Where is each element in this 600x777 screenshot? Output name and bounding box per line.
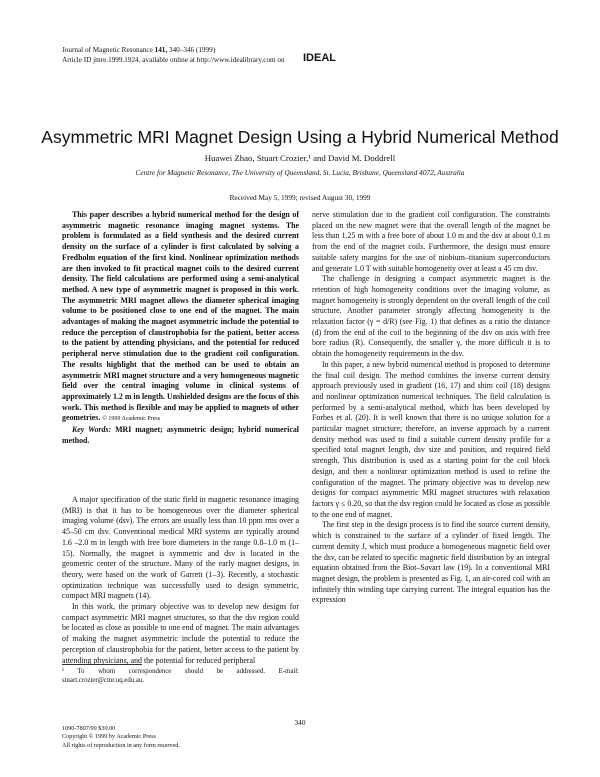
body-paragraph: A major specification of the static field in magnetic resonance imaging (MRI) is that it has to be homogeneous over the diameter spherical imaging volume (dsv). The errors are usually less than 10 ppm rms over a 45–50 cm dsv. Conventional medical MRI systems are typically around 1.6 –2.0 m in length with free bore diameters in the range 0.8–1.0 m (1–15). Normally, the magnet is symmetric and dsv is located in the geometric center of the structure. Many of the early magnet designs, in theory, were based on the work of Garrett (1–3). Recently, a stochastic optimization technique was successfully used to design symmetric, compact MRI magnets (14). bbox=[62, 495, 299, 601]
ideal-logo-text: IDEAL bbox=[303, 52, 336, 64]
affiliation: Centre for Magnetic Resonance, The University of Queensland, St. Lucia, Brisbane, Queensland 4072, Australia bbox=[135, 168, 465, 177]
paper-title: Asymmetric MRI Magnet Design Using a Hybrid Numerical Method bbox=[41, 127, 559, 147]
body-right-column bbox=[312, 210, 550, 606]
journal-name: Journal of Magnetic Resonance bbox=[62, 46, 153, 54]
ideal-logo bbox=[302, 50, 342, 64]
body-paragraph: The challenge in designing a compact asymmetric magnet is the retention of high homogeneity conditions over the imaging volume, as magnet homogeneity is strongly dependent on the overall length of the coil structure. Another parameter strongly affecting homogeneity is the relaxation factor (γ = d/R) (see Fig. 1) that defines as a ratio the distance (d) from the end of the coil to the beginning of the dsv on axis with free bore radius (R). Consequently, the smaller γ, the more difficult it is to obtain the homogeneity requirements in the dsv. bbox=[312, 274, 550, 359]
body-paragraph: In this work, the primary objective was to develop new designs for compact asymmetric MRI magnet structures, so that the dsv region could be located as close as possible to one end of magnet. The main advantages of making the magnet asymmetric include the potential to reduce the perception of claustrophobia for the patient, better access to the patient by attending physicians, and the potential for reduced peripheral bbox=[62, 602, 299, 665]
body-paragraph: nerve stimulation due to the gradient coil configuration. The constraints placed on the new magnet were that the overall length of the magnet be less than 1.25 m with a free bore of about 1.0 m and the dsv at about 0.1 m from the end of the magnet coils. Furthermore, the design must ensure suitable safety margins for the use of niobium–titanium superconductors and generate 1.0 T with suitable homogeneity over at least a 45 cm dsv. bbox=[312, 210, 550, 273]
abstract-block bbox=[62, 210, 299, 446]
body-paragraph: In this paper, a new hybrid numerical method is proposed to determine the final coil design. The method combines the inverse current density approach previously used in gradient (16, 17) and shim coil (18) designs and nonlinear optimization numerical techniques. The field calculation is performed by a semi-analytical method, which has been developed by Forbes et al. (20). It is well known that there is no unique solution for a particular magnet structure; therefore, an inverse approach by a current density method was used to find a suitable current density profile for a specified total magnet length, dsv size and position, and required field strength. This distribution is used as a starting point for the coil block design, and then a nonlinear optimization method is used to refine the configuration of the magnet. The primary objective was to develop new designs for compact asymmetric MRI magnet structures with relaxation factors γ ≤ 0.20, so that the dsv region could be located as close as possible to the one end of magnet. bbox=[312, 359, 550, 519]
page-number: 340 bbox=[294, 718, 306, 727]
body-left-column bbox=[62, 495, 299, 666]
keywords-text: MRI magnet; asymmetric design; hybrid numerical method. bbox=[62, 425, 300, 445]
copyright-block bbox=[62, 725, 180, 750]
copyright-line: All rights of reproduction in any form reserved. bbox=[62, 741, 180, 749]
article-id: Article ID jmre.1999.1924, available online at http://www.idealibrary.com on bbox=[62, 56, 285, 64]
publisher-note: © 1999 Academic Press bbox=[102, 416, 161, 423]
keywords bbox=[62, 425, 299, 446]
journal-volume: 141, bbox=[154, 46, 168, 54]
footnote: ¹ To whom correspondence should be addressed. E-mail: stuart.crozier@cmr.uq.edu.au. bbox=[62, 668, 299, 684]
keywords-label: Key Words: bbox=[72, 425, 112, 435]
author-list: Huawei Zhao, Stuart Crozier,¹ and David M. Doddrell bbox=[204, 153, 396, 163]
copyright-line: 1090-7807/99 $30.00 bbox=[62, 725, 116, 732]
body-paragraph: The first step in the design process is to find the source current density, which is constrained to the surface of a cylinder of fixed length. The current density J, which must produce a homogeneous magnetic field over the dsv, can be related to specific magnetic field distribution by an integral equation obtained from the Biot–Savart law (19). In a conventional MRI magnet design, the problem is presented as Fig. 1, an air-cored coil with an infinitely thin winding tape carrying current. The integral equation has the expression bbox=[312, 520, 550, 605]
journal-pages: 340–346 (1999) bbox=[168, 46, 216, 54]
copyright-line: Copyright © 1999 by Academic Press bbox=[62, 733, 156, 741]
footnote-divider bbox=[62, 664, 142, 665]
received-dates: Received May 5, 1999; revised August 30, 1999 bbox=[229, 193, 371, 202]
abstract-text: This paper describes a hybrid numerical method for the design of asymmetric magnetic resonance imaging magnet systems. The problem is formulated as a field synthesis and the desired current density on the surface of a cylinder is first calculated by solving a Fredholm equation of the first kind. Nonlinear optimization methods are then invoked to fit practical magnet coils to the desired current density. The field calculations are performed using a semi-analytical method. A new type of asymmetric magnet is proposed in this work. The asymmetric MRI magnet allows the diameter spherical imaging volume to be positioned close to one end of the magnet. The main advantages of making the magnet asymmetric include the potential to reduce the perception of claustrophobia for the patient, better access to the patient by attending physicians, and the potential for reduced peripheral nerve stimulation due to the gradient coil configuration. The results highlight that the method can be used to obtain an asymmetric MRI magnet structure and a very homogeneous magnetic field over the central imaging volume in clinical systems of approximately 1.2 m in length. Unshielded designs are the focus of this work. This method is flexible and may be applied to magnets of other geometries. bbox=[62, 210, 299, 423]
abstract-paragraph bbox=[62, 210, 299, 425]
